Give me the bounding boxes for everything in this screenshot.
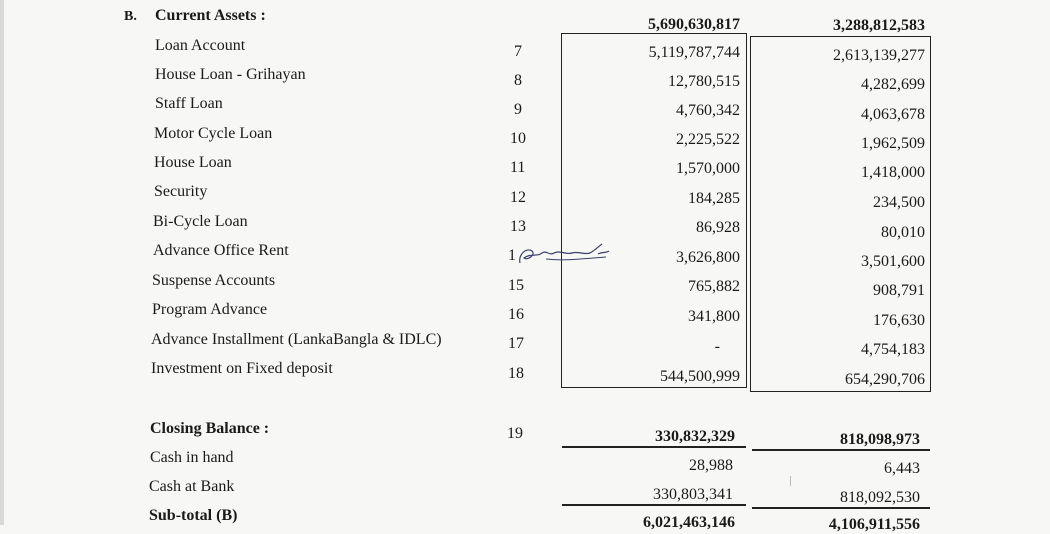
item-label: Program Advance: [152, 301, 268, 318]
scan-mark: [790, 476, 791, 486]
subtotal-current-rule: [562, 504, 746, 506]
item-note: 1: [508, 247, 516, 264]
item-previous: 1,962,509: [861, 135, 925, 152]
item-current: 86,928: [696, 219, 740, 236]
subtotal-previous: 4,106,911,556: [828, 516, 920, 533]
item-note: 9: [514, 101, 522, 118]
handwritten-signature: [516, 241, 612, 271]
item-previous: 3,501,600: [861, 253, 925, 270]
item-current: 12,780,515: [668, 73, 740, 90]
item-note: 17: [508, 335, 524, 352]
item-current: 544,500,999: [660, 368, 740, 385]
closing-item-label: Cash at Bank: [149, 478, 235, 495]
item-note: 10: [510, 130, 526, 147]
item-label: House Loan - Grihayan: [155, 66, 306, 83]
closing-previous-rule: [752, 449, 930, 451]
item-current: 4,760,342: [676, 102, 740, 119]
subtotal-current: 6,021,463,146: [643, 514, 735, 531]
closing-total-current: 330,832,329: [655, 428, 735, 445]
item-current: 341,800: [688, 308, 740, 325]
closing-total-previous: 818,098,973: [840, 431, 920, 448]
section-total-current: 5,690,630,817: [648, 16, 740, 33]
item-note: 15: [508, 277, 524, 294]
item-previous: 908,791: [873, 282, 925, 299]
item-note: 13: [510, 218, 526, 235]
item-current: 184,285: [688, 190, 740, 207]
item-label: Security: [154, 183, 208, 200]
closing-note: 19: [507, 425, 523, 442]
item-current: 765,882: [688, 278, 740, 295]
item-note: 16: [508, 306, 524, 323]
closing-item-previous: 818,092,530: [840, 489, 920, 506]
item-current: 1,570,000: [676, 160, 740, 177]
item-previous: 4,282,699: [861, 76, 925, 93]
section-letter: B.: [124, 9, 137, 24]
item-current: 5,119,787,744: [648, 44, 740, 61]
section-total-previous: 3,288,812,583: [833, 17, 925, 34]
item-previous: 2,613,139,277: [833, 47, 925, 64]
item-note: 8: [514, 72, 522, 89]
item-previous: 80,010: [881, 224, 925, 241]
item-note: 12: [510, 189, 526, 206]
item-note: 18: [508, 365, 524, 382]
item-label: Advance Installment (LankaBangla & IDLC): [151, 331, 442, 348]
closing-current-rule: [562, 446, 746, 448]
subtotal-previous-rule: [752, 507, 930, 509]
item-note: 7: [514, 43, 522, 60]
section-title: Current Assets :: [155, 7, 266, 24]
item-current: 2,225,522: [676, 131, 740, 148]
closing-item-previous: 6,443: [884, 460, 920, 477]
closing-title: Closing Balance :: [150, 420, 270, 437]
item-current: -: [714, 338, 720, 355]
closing-item-current: 330,803,341: [653, 486, 733, 503]
item-previous: 4,063,678: [861, 106, 925, 123]
item-label: Suspense Accounts: [152, 272, 276, 289]
item-label: Motor Cycle Loan: [154, 125, 273, 142]
item-label: Staff Loan: [155, 95, 223, 112]
item-previous: 1,418,000: [861, 164, 925, 181]
item-previous: 176,630: [873, 312, 925, 329]
item-previous: 654,290,706: [845, 371, 925, 388]
item-label: Investment on Fixed deposit: [151, 360, 333, 377]
item-note: 11: [510, 159, 526, 176]
closing-item-current: 28,988: [689, 457, 733, 474]
item-label: House Loan: [154, 154, 232, 171]
item-current: 3,626,800: [676, 249, 740, 266]
subtotal-label: Sub-total (B): [149, 507, 238, 524]
item-label: Bi-Cycle Loan: [153, 213, 248, 230]
page-edge: [0, 0, 4, 525]
item-label: Advance Office Rent: [153, 242, 289, 259]
item-previous: 234,500: [873, 194, 925, 211]
item-label: Loan Account: [155, 37, 246, 54]
item-previous: 4,754,183: [861, 341, 925, 358]
closing-item-label: Cash in hand: [150, 449, 234, 466]
